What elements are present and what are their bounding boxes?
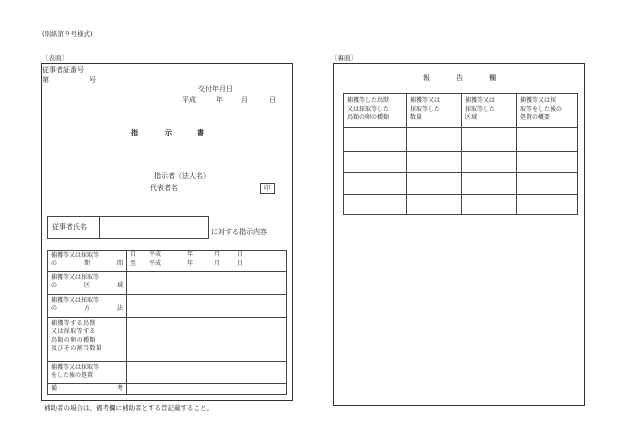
issue-date-label: 交付年月日 — [198, 85, 233, 93]
issue-date-day: 日 — [269, 96, 276, 104]
remarks-label: 備 考 — [51, 385, 123, 392]
title-char-1: 指 — [131, 129, 138, 137]
title-char-2: 示 — [165, 129, 172, 137]
area-label: 捕獲等又は採取等 の 区 域 — [51, 274, 123, 290]
issue-date-era: 平成 — [182, 96, 196, 104]
report-col-3 — [516, 93, 517, 215]
cert-number-label: 従事者証番号 — [42, 66, 84, 74]
seal-box — [260, 183, 275, 194]
form-reference: (別紙第９号様式) — [42, 30, 93, 38]
issuer-label: 指示者（法人名） — [154, 172, 210, 180]
report-col-1 — [406, 93, 407, 215]
row-divider-3 — [47, 317, 287, 318]
species-label: 捕獲等する鳥獣 又は採取等する 鳥類の卵の種類 及びその割当数量 — [51, 320, 103, 353]
report-header-quantity: 捕獲等又は 採取等した 数量 — [410, 97, 441, 122]
title-char-3: 書 — [197, 129, 204, 137]
cert-number-suffix: 号 — [89, 76, 96, 84]
report-header-species: 捕獲等した鳥獣 又は採取等した 鳥類の卵の種類 — [347, 97, 390, 122]
seal-label: 印 — [264, 185, 271, 192]
issue-date-month: 月 — [241, 96, 248, 104]
report-title-char-2: 告 — [456, 74, 463, 82]
issue-date-year: 年 — [216, 96, 223, 104]
instruction-suffix: に対する指示内容 — [211, 228, 267, 236]
report-row-3 — [343, 172, 578, 173]
cert-number-prefix: 第 — [42, 76, 49, 84]
row-divider-1 — [47, 271, 287, 272]
report-title-char-1: 報 — [423, 74, 430, 82]
row-divider-2 — [47, 294, 287, 295]
period-label: 捕獲等又は採取等 の 期 間 — [51, 252, 123, 268]
back-panel — [333, 63, 585, 406]
worker-name-label: 従事者氏名 — [52, 223, 87, 231]
method-label: 捕獲等又は採取等 の 方 法 — [51, 297, 123, 313]
report-header-disposal: 捕獲等又は採 取等をした後の 処置の概要 — [520, 97, 563, 122]
disposal-label: 捕獲等又は採取等 をした後の処置 — [51, 364, 100, 380]
footnote: 補助者の場合は、備考欄に補助者とする旨記載すること。 — [44, 404, 213, 412]
front-panel: 従事者証番号 第 号 交付年月日 平成 年 月 日 指 示 書 指示者（法人名） 代表者名 印 従事者氏名 に対する指示内容 捕獲等又は採取等 の 期 間 自 平成 年 月 日 至 平成 年 月 日 捕獲等又は採取等 の 区 域 捕獲等又は採取等 の 方 法 捕獲等する鳥獣 又は採取等する 鳥類の卵の種類 及びその割当数量 捕獲等又は採取等 をした後の処置 備 考 — [41, 63, 293, 401]
report-row-1 — [343, 127, 578, 128]
report-row-4 — [343, 194, 578, 195]
front-side-label: 〔表面〕 — [42, 54, 68, 62]
report-header-area: 捕獲等又は 採取等した 区域 — [465, 97, 496, 122]
row-divider-5 — [47, 383, 287, 384]
row-divider-4 — [47, 361, 287, 362]
representative-label: 代表者名 — [150, 184, 178, 192]
report-col-2 — [461, 93, 462, 215]
report-title-char-3: 欄 — [489, 74, 496, 82]
worker-name-divider — [99, 216, 100, 239]
report-row-2 — [343, 151, 578, 152]
back-side-label: 〔裏面〕 — [331, 54, 357, 62]
